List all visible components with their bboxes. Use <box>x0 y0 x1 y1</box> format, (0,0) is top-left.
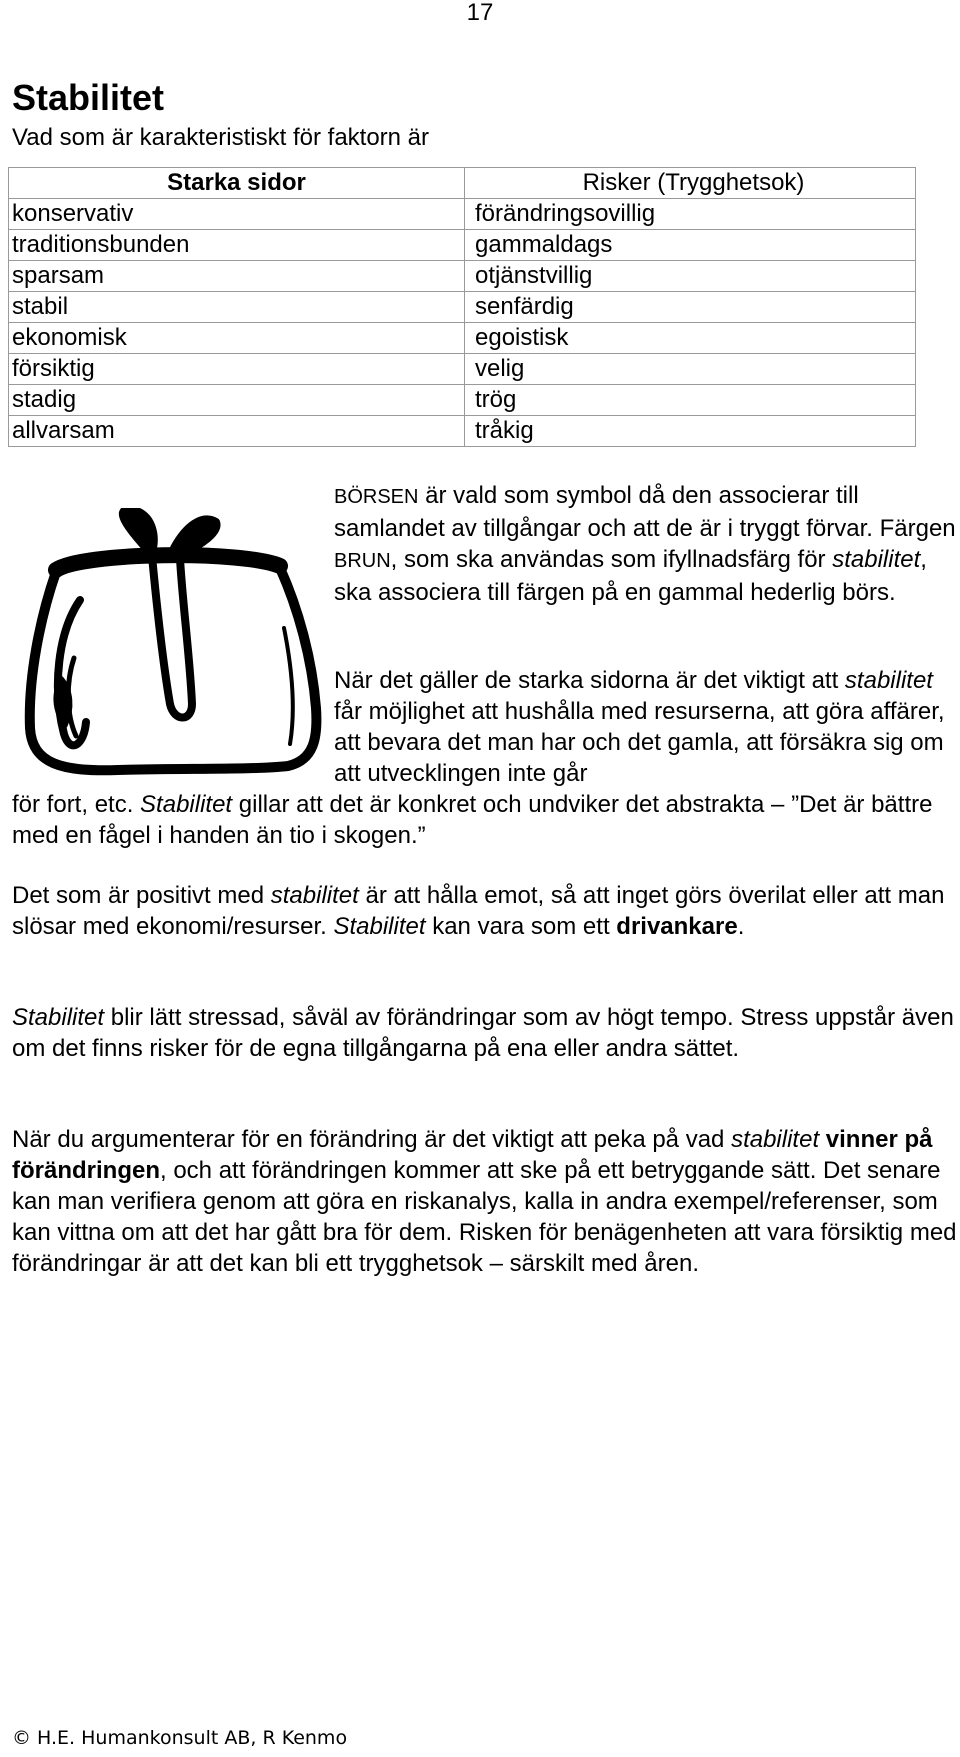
text-span <box>819 1126 826 1153</box>
term-borsen: BÖRSEN <box>334 486 419 508</box>
text-span: Det som är positivt med <box>12 882 271 909</box>
term-stabilitet: stabilitet <box>844 667 933 694</box>
strength-cell: konservativ <box>9 199 465 230</box>
strength-cell: traditionsbunden <box>9 230 465 261</box>
footer-copyright: © H.E. Humankonsult AB, R Kenmo <box>12 1727 348 1749</box>
text-span: , och att förändringen kommer att ske på ett betryggande sätt. Det senare kan man verifiera genom att göra en riskanalys, kalla in andra exempel/referenser, som kan vittna om att det har gått bra för dem. Risken för benägenheten att vara försiktig med förändringar är att det kan bli ett trygghetsok – särskilt med åren. <box>12 1157 957 1277</box>
header-strengths: Starka sidor <box>9 168 465 199</box>
table-row <box>9 416 916 447</box>
risk-cell: senfärdig <box>465 292 916 323</box>
risk-cell: förändringsovillig <box>465 199 916 230</box>
text-span: får möjlighet att hushålla med resurserna, att göra affärer, att bevara det man har och det gamla, att försäkra sig om att utvecklingen inte går <box>334 698 945 787</box>
term-brun: BRUN <box>334 550 391 572</box>
table-row <box>9 292 916 323</box>
paragraph-argument <box>12 1124 960 1279</box>
term-stabilitet: Stabilitet <box>333 913 426 940</box>
text-span: , som ska användas som ifyllnadsfärg för <box>390 546 833 573</box>
risk-cell: gammaldags <box>465 230 916 261</box>
term-stabilitet: stabilitet <box>731 1126 820 1153</box>
page-number: 17 <box>466 0 494 26</box>
paragraph-positive <box>12 880 960 942</box>
paragraph-stress <box>12 1002 960 1064</box>
risk-cell: otjänstvillig <box>465 261 916 292</box>
strength-cell: sparsam <box>9 261 465 292</box>
risk-cell: trög <box>465 385 916 416</box>
paragraph-symbol <box>334 480 960 608</box>
text-span: blir lätt stressad, såväl av förändringar som av högt tempo. Stress uppstår även om det finns risker för de egna tillgångarna på ena eller andra sättet. <box>12 1004 954 1062</box>
term-stabilitet: stabilitet <box>270 882 359 909</box>
text-span: kan vara som ett <box>425 913 617 940</box>
table-row <box>9 261 916 292</box>
table-row <box>9 230 916 261</box>
text-span: gillar att det är konkret och undviker det abstrakta – ”Det är bättre med en fågel i handen än tio i skogen.” <box>12 791 933 849</box>
term-stabilitet: stabilitet <box>832 546 921 573</box>
table-row <box>9 199 916 230</box>
text-span: , ska associera till färgen på en gammal hederlig börs. <box>334 546 927 606</box>
strength-cell: stadig <box>9 385 465 416</box>
paragraph-strengths-continued <box>12 789 960 851</box>
strength-cell: allvarsam <box>9 416 465 447</box>
header-risks: Risker (Trygghetsok) <box>465 168 916 199</box>
strength-cell: försiktig <box>9 354 465 385</box>
strength-cell: ekonomisk <box>9 323 465 354</box>
page-title: Stabilitet <box>12 77 165 118</box>
text-span: för fort, etc. <box>12 791 141 818</box>
term-stabilitet: Stabilitet <box>140 791 233 818</box>
text-span: är att hålla emot, så att inget görs överilat eller att man slösar med ekonomi/resurser. <box>12 882 945 940</box>
text-span: . <box>737 913 745 940</box>
text-span: När du argumenterar för en förändring är det viktigt att peka på vad <box>12 1126 732 1153</box>
strength-cell: stabil <box>9 292 465 323</box>
table-header-row <box>9 168 916 199</box>
paragraph-strengths <box>334 665 954 789</box>
term-stabilitet: Stabilitet <box>12 1004 105 1031</box>
risk-cell: tråkig <box>465 416 916 447</box>
text-span: är vald som symbol då den associerar till samlandet av tillgångar och att de är i tryggt förvar. Färgen <box>334 482 956 542</box>
page-subtitle: Vad som är karakteristiskt för faktorn är <box>12 124 430 151</box>
table-row <box>9 323 916 354</box>
term-vinner: vinner på förändringen <box>12 1126 933 1184</box>
traits-table <box>8 167 916 447</box>
purse-icon <box>22 508 322 783</box>
table-row <box>9 354 916 385</box>
risk-cell: velig <box>465 354 916 385</box>
table-row <box>9 385 916 416</box>
term-drivankare: drivankare <box>616 913 738 940</box>
risk-cell: egoistisk <box>465 323 916 354</box>
text-span: När det gäller de starka sidorna är det viktigt att <box>334 667 845 694</box>
